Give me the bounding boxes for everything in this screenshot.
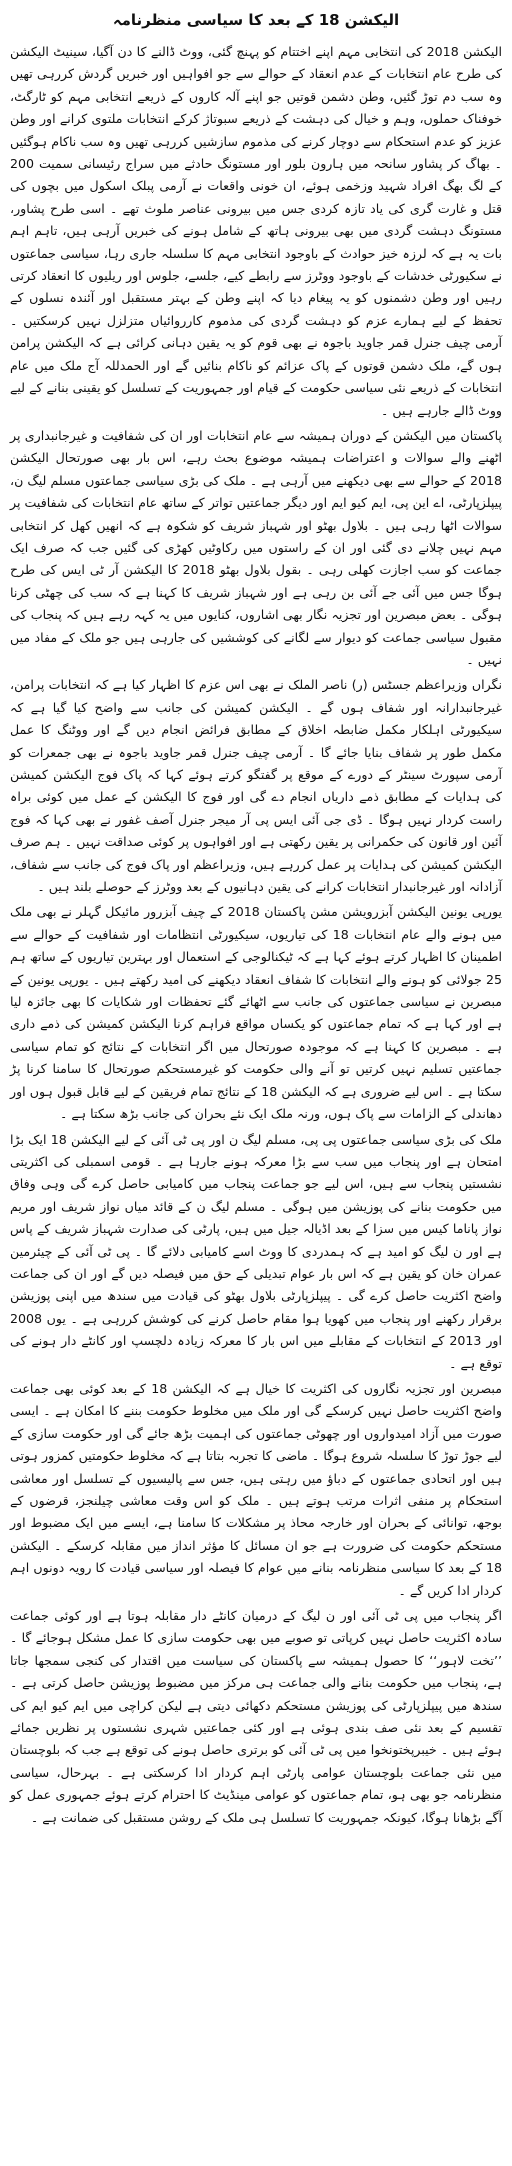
article-paragraph-7: اگر پنجاب میں پی ٹی آئی اور ن لیگ کے درمیان کانٹے دار مقابلہ ہوتا ہے اور کوئی جماعت سادہ اکثریت حاصل نہیں کرپاتی تو صوبے میں بھی حکومت سازی کا عمل مشکل ہوجائے گا ۔ ’’تخت لاہور‘‘ کا حصول ہمیشہ سے پاکستان کی سیاست میں اقتدار کی کنجی سمجھا جاتا ہے، پنجاب میں حکومت بنانے والی جماعت ہی مرکز میں مضبوط پوزیشن حاصل کرتی ہے ۔ سندھ میں پیپلزپارٹی کی پوزیشن مستحکم دکھائی دیتی ہے لیکن کراچی میں ایم کیو ایم کی تقسیم کے بعد نئی صف بندی ہوئی ہے اور کئی جماعتیں شہری نشستوں پر نظریں جمائے ہوئے ہیں ۔ خیبرپختونخوا میں پی ٹی آئی کو برتری حاصل ہونے کی توقع ہے جب کہ بلوچستان میں نئی جماعت بلوچستان عوامی پارٹی اہم کردار ادا کرسکتی ہے ۔ بہرحال، سیاسی منظرنامہ جو بھی ہو، تمام جماعتوں کو عوامی مینڈیٹ کا احترام کرتے ہوئے جمہوری عمل کو آگے بڑھانا ہوگا، کیونکہ جمہوریت کا تسلسل ہی ملک کے روشن مستقبل کی ضمانت ہے ۔ [10, 1608, 502, 1825]
article-paragraph-2: پاکستان میں الیکشن کے دوران ہمیشہ سے عام انتخابات اور ان کی شفافیت و غیرجانبداری پر اٹھنے والے سوالات و اعتراضات ہمیشہ موضوع بحث رہے، اس بار بھی صورتحال الیکشن 2018 کے حوالے سے بھی دیکھنے میں آرہی ہے ۔ ملک کی بڑی سیاسی جماعتوں مسلم لیگ ن، پیپلزپارٹی، اے این پی، ایم کیو ایم اور دیگر جماعتیں تواتر کے ساتھ عام انتخابات کی شفافیت پر سوالات اٹھا رہی ہیں ۔ بلاول بھٹو اور شہباز شریف کو شکوہ ہے کہ انھیں کھل کر انتخابی مہم نہیں چلانے دی گئی اور ان کے راستوں میں رکاوٹیں کھڑی کی گئیں جب کہ صرف ایک جماعت کو سب اجازت کھلی رہی ۔ بقول بلاول بھٹو 2018 کا الیکشن آر ٹی ایس کی طرح ہوگا جس میں آئی جے آئی بن رہی ہے اور شہباز شریف کا کہنا ہے کہ سب کی چھٹی کرنا ہوگی ۔ بعض مبصرین اور تجزیہ نگار بھی اشاروں، کنایوں میں یہ کہہ رہے ہیں کہ پنجاب کی مقبول سیاسی جماعت کو دیوار سے لگانے کی کوششیں کی جارہی ہیں جو ملک کے مفاد میں نہیں ۔ [10, 427, 502, 667]
article-paragraph-1: الیکشن 2018 کی انتخابی مہم اپنے اختتام کو پہنچ گئی، ووٹ ڈالنے کا دن آگیا، سینیٹ الیکشن کی طرح عام انتخابات کے عدم انعقاد کے حوالے سے جو افواہیں اور خبریں گردش کررہی تھیں وہ سب دم توڑ گئیں، وطن دشمن قوتیں جو اپنے آلہ کاروں کے ذریعے انتخابی مہم کو ٹارگٹ، خوفناک حملوں، وہم و خیال کی دہشت کے ذریعے سبوتاژ کرکے انتخابات ملتوی کرانے اور وطن عزیز کو عدم استحکام سے دوچار کرنے کی مذموم سازشیں کررہی تھیں وہ سب ناکام ہوگئیں ۔ بھاگ کر پشاور سانحہ میں ہارون بلور اور مستونگ حادثے میں سراج رئیسانی سمیت 200 کے لگ بھگ افراد شہید وزخمی ہوئے، ان خونی واقعات نے آرمی پبلک اسکول میں بچوں کی قتل و غارت گری کی یاد تازہ کردی جس میں بیرونی عناصر ملوث تھے ۔ اسی طرح پشاور، مستونگ دہشت گردی میں بھی بیرونی ہاتھ کے شامل ہونے کی خبریں آرہی ہیں، تاہم اہم بات یہ ہے کہ لرزہ خیز حوادث کے باوجود انتخابی مہم کا سلسلہ جاری رہا، سیاسی جماعتوں نے سکیورٹی خدشات کے باوجود ووٹرز سے رابطے کیے، جلسے، جلوس اور ریلیوں کا انعقاد کرتی رہیں اور وطن دشمنوں کو یہ پیغام دیا کہ اپنے وطن کے بہتر مستقبل اور آئندہ نسلوں کے تحفظ کے لیے ہمارے عزم کو دہشت گردی کی مذموم کارروائیاں متزلزل نہیں کرسکتیں ۔ آرمی چیف جنرل قمر جاوید باجوہ نے بھی قوم کو یہ یقین دہانی کرائی ہے کہ الیکشن پرامن ہوں گے، ملک دشمن قوتوں کے پاک عزائم کو ناکام بنائیں گے اور الحمدللہ آج ملک میں عام انتخابات کے ذریعے نئی سیاسی حکومت کے قیام اور جمہوریت کے تسلسل کو یقینی بنانے کے لیے ووٹ ڈالے جارہے ہیں ۔ [10, 44, 502, 418]
article-paragraph-3: نگراں وزیراعظم جسٹس (ر) ناصر الملک نے بھی اس عزم کا اظہار کیا ہے کہ انتخابات پرامن، غیرجانبدارانہ اور شفاف ہوں گے ۔ الیکشن کمیشن کی جانب سے واضح کیا گیا ہے کہ سیکیورٹی اہلکار مکمل ضابطہ اخلاق کے مطابق فرائض انجام دیں گے اور ووٹنگ کا عمل مکمل طور پر شفاف بنایا جائے گا ۔ آرمی چیف جنرل قمر جاوید باجوہ نے بھی جمعرات کو آرمی سپورٹ سینٹر کے دورے کے موقع پر گفتگو کرتے ہوئے کہا کہ پاک فوج الیکشن کمیشن کی ہدایات کے مطابق ذمے داریاں انجام دے گی اور فوج کا الیکشن کے عمل میں کوئی براہ راست کردار نہیں ہوگا ۔ ڈی جی آئی ایس پی آر میجر جنرل آصف غفور نے بھی کہا کہ فوج آئین اور قانون کی حکمرانی پر یقین رکھتی ہے اور افواہوں پر کوئی صداقت نہیں ۔ ہم صرف الیکشن کمیشن کی ہدایات پر عمل کررہے ہیں، وزیراعظم اور پاک فوج کی جانب سے شفاف، آزادانہ اور غیرجانبدار انتخابات کرانے کی یقین دہانیوں کے بعد ووٹرز کے حوصلے بلند ہیں ۔ [10, 677, 502, 895]
article-paragraph-4: یورپی یونین الیکشن آبزرویشن مشن پاکستان 2018 کے چیف آبزرور مائیکل گہلر نے بھی ملک میں ہونے والے عام انتخابات 18 کی تیاریوں، سیکیورٹی انتظامات اور شفافیت کے حوالے سے اطمینان کا اظہار کرتے ہوئے کہا ہے کہ ٹیکنالوجی کے استعمال اور بہترین تیاریوں کے ساتھ ہم 25 جولائی کو ہونے والے انتخابات کا شفاف انعقاد دیکھنے کی امید رکھتے ہیں ۔ یورپی یونین کے مبصرین نے سیاسی جماعتوں کی جانب سے اٹھائے گئے تحفظات اور شکایات کا بھی جائزہ لیا ہے اور کہا ہے کہ تمام جماعتوں کو یکساں مواقع فراہم کرنا الیکشن کمیشن کی ذمے داری ہے ۔ مبصرین کا کہنا ہے کہ موجودہ صورتحال میں اگر انتخابات کے نتائج کو تمام سیاسی جماعتیں تسلیم نہیں کرتیں تو آنے والی حکومت کو غیرمستحکم صورتحال کا سامنا کرنا پڑ سکتا ہے ۔ اس لیے ضروری ہے کہ الیکشن 18 کے نتائج تمام فریقین کے لیے قابل قبول ہوں اور دھاندلی کے الزامات سے پاک ہوں، ورنہ ملک ایک نئے بحران کی جانب بڑھ سکتا ہے ۔ [10, 904, 502, 1122]
article-paragraph-5: ملک کی بڑی سیاسی جماعتوں پی پی، مسلم لیگ ن اور پی ٹی آئی کے لیے الیکشن 18 ایک بڑا امتحان ہے اور پنجاب میں سب سے بڑا معرکہ ہونے جارہا ہے ۔ قومی اسمبلی کی اکثریتی نشستیں پنجاب سے ہیں، اس لیے جو جماعت پنجاب میں کامیابی حاصل کرے گی وہی وفاق میں حکومت بنانے کی پوزیشن میں ہوگی ۔ مسلم لیگ ن کے قائد میاں نواز شریف اور مریم نواز پاناما کیس میں سزا کے بعد اڈیالہ جیل میں ہیں، پارٹی کی صدارت شہباز شریف کے پاس ہے اور ن لیگ کو امید ہے کہ ہمدردی کا ووٹ اسے کامیابی دلائے گا ۔ پی ٹی آئی کے چیئرمین عمران خان کو یقین ہے کہ اس بار عوام تبدیلی کے حق میں فیصلہ دیں گے اور ان کی جماعت واضح اکثریت حاصل کرے گی ۔ پیپلزپارٹی بلاول بھٹو کی قیادت میں سندھ میں اپنی پوزیشن برقرار رکھنے اور پنجاب میں کھویا ہوا مقام حاصل کرنے کی کوشش کررہی ہے ۔ یوں 2008 اور 2013 کے انتخابات کے مقابلے میں اس بار کا معرکہ زیادہ دلچسپ اور کانٹے دار ہونے کی توقع ہے ۔ [10, 1131, 502, 1371]
article-paragraph-6: مبصرین اور تجزیہ نگاروں کی اکثریت کا خیال ہے کہ الیکشن 18 کے بعد کوئی بھی جماعت واضح اکثریت حاصل نہیں کرسکے گی اور ملک میں مخلوط حکومت بننے کا امکان ہے ۔ ایسی صورت میں آزاد امیدواروں اور چھوٹی جماعتوں کی اہمیت بڑھ جائے گی اور حکومت سازی کے لیے جوڑ توڑ کا سلسلہ شروع ہوگا ۔ ماضی کا تجربہ بتاتا ہے کہ مخلوط حکومتیں کمزور ہوتی ہیں اور اتحادی جماعتوں کے دباؤ میں رہتی ہیں، جس سے پالیسیوں کے تسلسل اور معاشی استحکام پر منفی اثرات مرتب ہوتے ہیں ۔ ملک کو اس وقت معاشی چیلنجز، قرضوں کے بوجھ، توانائی کے بحران اور خارجہ محاذ پر مشکلات کا سامنا ہے، ایسے میں ایک مضبوط اور مستحکم حکومت کی ضرورت ہے جو ان مسائل کا مؤثر انداز میں مقابلہ کرسکے ۔ الیکشن 18 کے بعد کا سیاسی منظرنامہ بنانے میں عوام کا فیصلہ اور سیاسی قیادت کا رویہ دونوں اہم کردار ادا کریں گے ۔ [10, 1380, 502, 1598]
article-headline: الیکشن 18 کے بعد کا سیاسی منظرنامہ [112, 11, 400, 29]
